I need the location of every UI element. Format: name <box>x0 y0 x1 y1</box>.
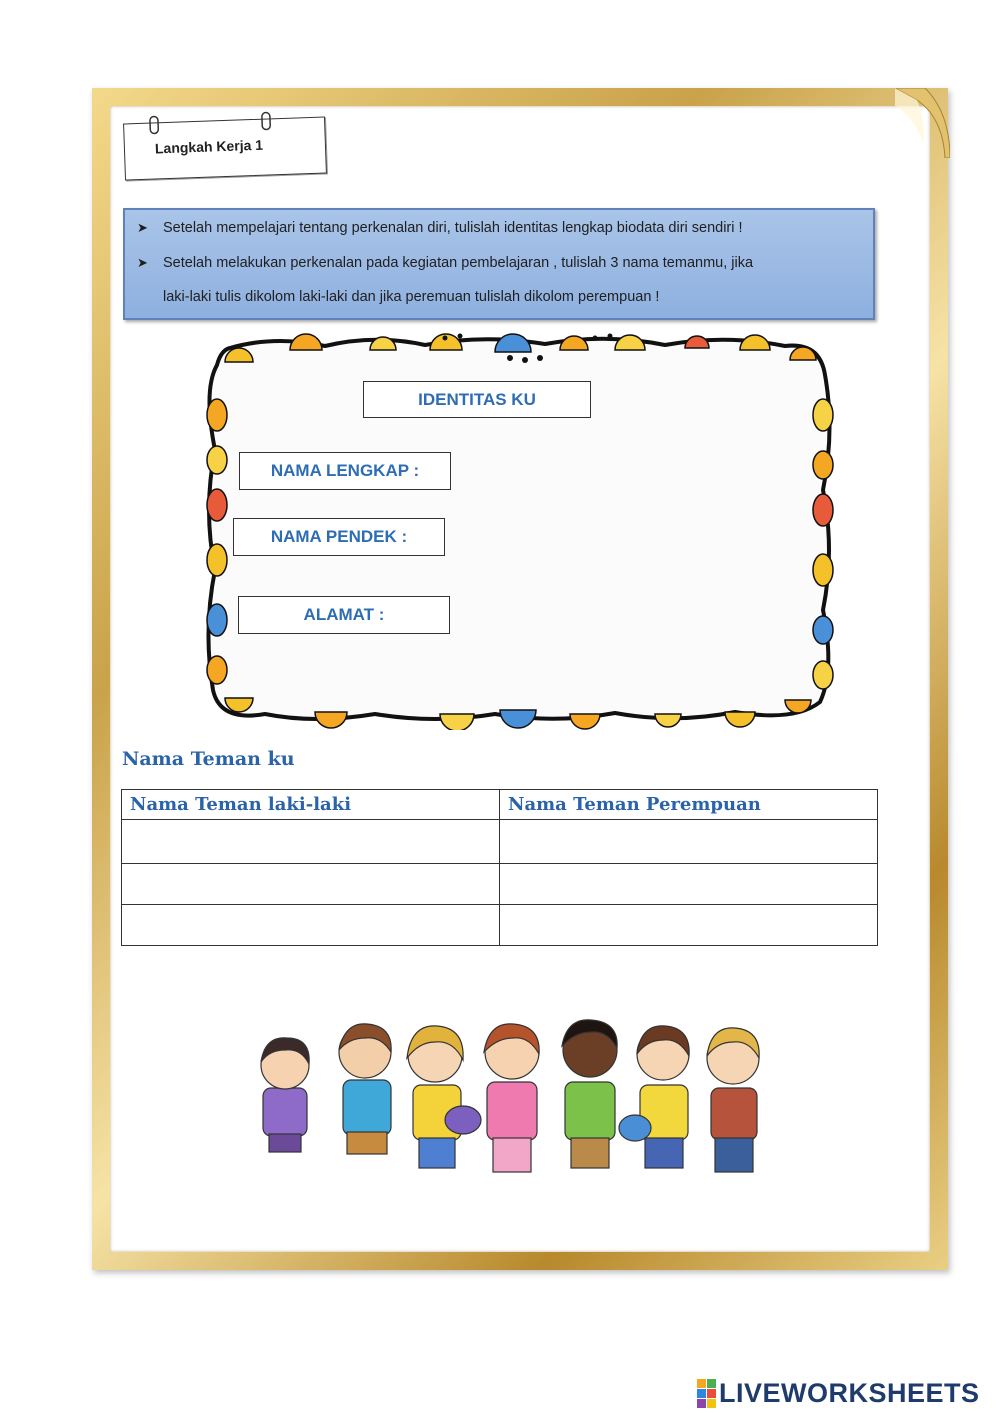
instruction-box <box>123 208 875 320</box>
step-title: Langkah Kerja 1 <box>154 136 264 157</box>
page-curl-decoration <box>895 88 950 158</box>
female-friend-cell[interactable] <box>500 820 878 864</box>
instruction-line-1: ➤ Setelah mempelajari tentang perkenalan diri, tulislah identitas lengkap biodata diri sendiri ! <box>137 220 743 236</box>
male-friend-cell[interactable] <box>122 905 500 946</box>
paperclip-icon <box>148 115 161 135</box>
table-header-row <box>122 790 878 820</box>
friends-table <box>121 789 878 946</box>
instruction-line-3: laki-laki tulis dikolom laki-laki dan jika peremuan tulislah dikolom perempuan ! <box>163 289 660 305</box>
children-illustration <box>235 1010 785 1190</box>
address-label: ALAMAT : <box>238 596 450 634</box>
female-friend-cell[interactable] <box>500 905 878 946</box>
male-friend-cell[interactable] <box>122 820 500 864</box>
brand-name: LIVEWORKSHEETS <box>719 1377 980 1408</box>
col-male-header: Nama Teman laki-laki <box>122 790 500 820</box>
liveworksheets-brand <box>697 1376 980 1410</box>
arrow-bullet-icon: ➤ <box>137 220 148 235</box>
paperclip-icon <box>260 111 273 131</box>
table-row <box>122 864 878 905</box>
brand-logo-icon <box>697 1379 716 1408</box>
instruction-line-2: ➤ Setelah melakukan perkenalan pada kegiatan pembelajaran , tulislah 3 nama temanmu, jika <box>137 255 754 271</box>
arrow-bullet-icon: ➤ <box>137 255 148 270</box>
table-row <box>122 905 878 946</box>
identity-title-box: IDENTITAS KU <box>363 381 591 418</box>
step-note-card <box>123 116 327 180</box>
male-friend-cell[interactable] <box>122 864 500 905</box>
full-name-label: NAMA LENGKAP : <box>239 452 451 490</box>
friends-heading: Nama Teman ku <box>122 748 295 770</box>
short-name-label: NAMA PENDEK : <box>233 518 445 556</box>
female-friend-cell[interactable] <box>500 864 878 905</box>
table-row <box>122 820 878 864</box>
col-female-header: Nama Teman Perempuan <box>500 790 878 820</box>
